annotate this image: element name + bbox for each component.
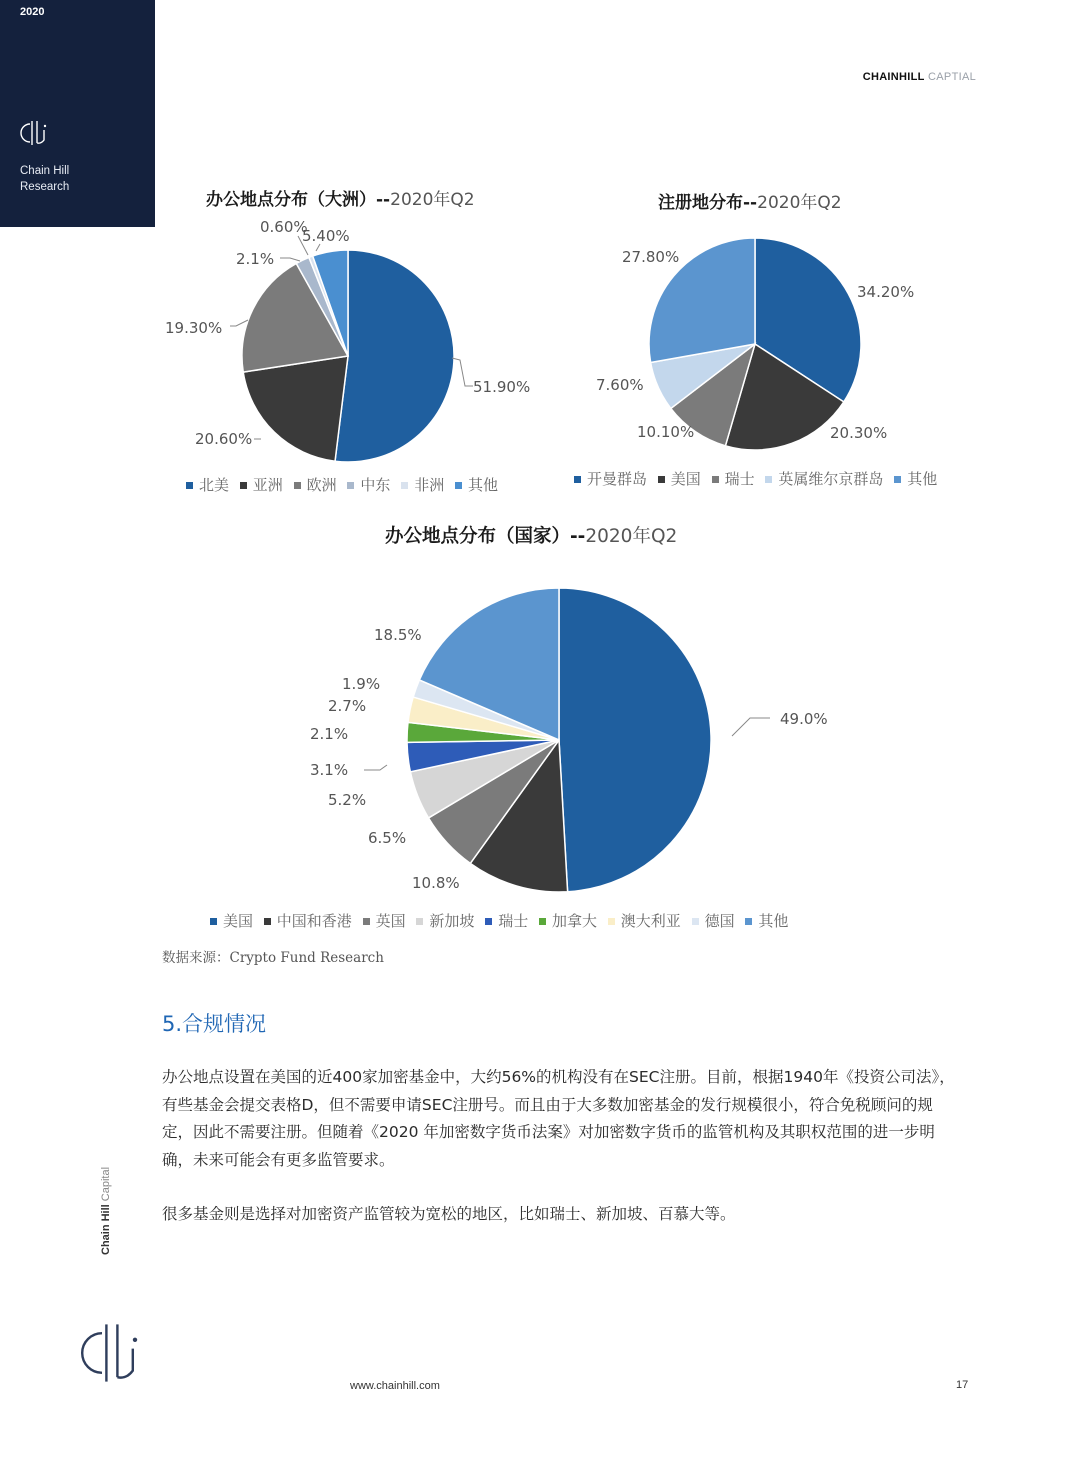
chart3-label-canada: 2.1% bbox=[310, 725, 349, 743]
legend-label: 美国 bbox=[670, 470, 701, 488]
chart1-leader-other bbox=[316, 244, 320, 251]
chart3-legend bbox=[210, 910, 794, 931]
legend-swatch bbox=[894, 476, 901, 483]
chart3-label-switzerland: 3.1% bbox=[310, 761, 349, 779]
legend-swatch bbox=[210, 918, 217, 925]
legend-label: 德国 bbox=[704, 912, 735, 930]
legend-swatch bbox=[712, 476, 719, 483]
legend-label: 中国和香港 bbox=[276, 912, 352, 930]
body-paragraph-1: 办公地点设置在美国的近400家加密基金中，大约56%的机构没有在SEC注册。目前，根据1940年《投资公司法》，有些基金会提交表格D，但不需要申请SEC注册号。而且由于大多数加密基金的发行规模很小，符合免税顾问的规定，因此不需要注册。但随着《2020 年加密数字货币法案》对加密数字货币的监管机构及其职权范围的进一步明确，未来可能会有更多监管要求。 bbox=[162, 1068, 955, 1169]
legend-label: 欧洲 bbox=[306, 476, 337, 494]
legend-swatch bbox=[485, 918, 492, 925]
data-source: 数据来源：Crypto Fund Research bbox=[162, 950, 384, 966]
chart3-label-germany: 1.9% bbox=[342, 675, 381, 693]
footer-logo-icon bbox=[80, 1318, 146, 1392]
legend-swatch bbox=[363, 918, 370, 925]
legend-swatch bbox=[401, 482, 408, 489]
chart3-legend-item bbox=[692, 912, 735, 930]
legend-swatch bbox=[574, 476, 581, 483]
chart3-title-main: 办公地点分布（国家）-- bbox=[385, 526, 586, 547]
chart1-label-middle-east: 2.1% bbox=[236, 250, 275, 268]
chart1-legend-item bbox=[294, 476, 337, 494]
chart1-slice-north-america bbox=[335, 250, 454, 462]
footer-url: www.chainhill.com bbox=[350, 1380, 440, 1392]
corner-brand-line1: Chain Hill bbox=[20, 165, 70, 177]
legend-label: 瑞士 bbox=[498, 912, 529, 930]
chart3-legend-item bbox=[539, 912, 597, 930]
legend-label: 非洲 bbox=[414, 476, 445, 494]
chart1-leader-middle-east bbox=[280, 258, 300, 261]
body-paragraph-2: 很多基金则是选择对加密资产监管较为宽松的地区，比如瑞士、新加坡、百慕大等。 bbox=[162, 1205, 736, 1223]
chart3-leader-usa bbox=[732, 718, 770, 736]
chart2-legend-item bbox=[765, 470, 883, 488]
legend-swatch bbox=[765, 476, 772, 483]
chart2-label-usa: 20.30% bbox=[830, 424, 888, 442]
legend-label: 其他 bbox=[907, 470, 938, 488]
chart1-legend-item bbox=[347, 476, 390, 494]
chart1-slice-asia bbox=[243, 356, 348, 461]
chart3-legend-item bbox=[416, 912, 474, 930]
legend-label: 新加坡 bbox=[429, 912, 475, 930]
chart3-pie bbox=[407, 588, 711, 892]
chart3-svg bbox=[300, 578, 860, 898]
legend-label: 亚洲 bbox=[252, 476, 283, 494]
legend-label: 北美 bbox=[199, 476, 230, 494]
section-heading: 5.合规情况 bbox=[162, 1012, 267, 1036]
chart1-leader-europe bbox=[230, 320, 248, 326]
legend-swatch bbox=[186, 482, 193, 489]
chart1-label-africa: 0.60% bbox=[260, 218, 308, 236]
chart3-legend-item bbox=[485, 912, 528, 930]
legend-swatch bbox=[347, 482, 354, 489]
chart1-title bbox=[206, 185, 475, 210]
legend-label: 瑞士 bbox=[724, 470, 755, 488]
chart1-legend bbox=[186, 474, 504, 495]
legend-swatch bbox=[608, 918, 615, 925]
legend-label: 美国 bbox=[223, 912, 254, 930]
side-brand bbox=[100, 1167, 112, 1255]
chart3-label-uk: 6.5% bbox=[368, 829, 407, 847]
chart1-leader-north-america bbox=[452, 358, 473, 386]
chart1-legend-item bbox=[401, 476, 444, 494]
legend-label: 中东 bbox=[360, 476, 391, 494]
chart1-pie bbox=[242, 250, 454, 462]
header-brand-light: CAPTIAL bbox=[928, 71, 976, 83]
chart3-legend-item bbox=[210, 912, 253, 930]
legend-swatch bbox=[658, 476, 665, 483]
chart2-label-switzerland: 10.10% bbox=[637, 423, 695, 441]
legend-label: 澳大利亚 bbox=[620, 912, 681, 930]
legend-swatch bbox=[264, 918, 271, 925]
chart2-legend-item bbox=[894, 470, 937, 488]
legend-swatch bbox=[692, 918, 699, 925]
chart2-label-other: 27.80% bbox=[622, 248, 680, 266]
chart1-legend-item bbox=[455, 476, 498, 494]
chart2-pie bbox=[649, 238, 861, 450]
chart3-label-singapore: 5.2% bbox=[328, 791, 367, 809]
chart1-svg bbox=[150, 210, 550, 465]
chart1-legend-item bbox=[186, 476, 229, 494]
chart2-title bbox=[658, 188, 842, 213]
chart2-title-main: 注册地分布-- bbox=[658, 193, 758, 213]
chart3-title-suffix: 2020年Q2 bbox=[585, 526, 678, 547]
chart2-title-suffix: 2020年Q2 bbox=[757, 193, 842, 213]
chart3-legend-item bbox=[363, 912, 406, 930]
side-brand-bold: Chain Hill bbox=[100, 1204, 112, 1255]
legend-label: 加拿大 bbox=[551, 912, 597, 930]
chart1-title-main: 办公地点分布（大洲）-- bbox=[206, 190, 391, 210]
side-brand-light: Capital bbox=[100, 1166, 112, 1202]
legend-swatch bbox=[745, 918, 752, 925]
chart3-label-china-hk: 10.8% bbox=[412, 874, 460, 892]
header-brand-bold: CHAINHILL bbox=[862, 71, 925, 83]
legend-label: 其他 bbox=[758, 912, 789, 930]
legend-label: 开曼群岛 bbox=[587, 470, 648, 488]
chart3-label-usa: 49.0% bbox=[780, 710, 828, 728]
chart1-label-north-america: 51.90% bbox=[473, 378, 531, 396]
chart2-legend-item bbox=[712, 470, 755, 488]
header-brand bbox=[863, 71, 976, 83]
legend-swatch bbox=[539, 918, 546, 925]
legend-swatch bbox=[240, 482, 247, 489]
chart3-label-other: 18.5% bbox=[374, 626, 422, 644]
chart1-legend-item bbox=[240, 476, 283, 494]
chart1-title-suffix: 2020年Q2 bbox=[390, 190, 475, 210]
chart2-label-cayman: 34.20% bbox=[857, 283, 915, 301]
chart2-legend-item bbox=[574, 470, 647, 488]
chart1-label-europe: 19.30% bbox=[165, 319, 223, 337]
logo-icon bbox=[20, 118, 50, 152]
year-label: 2020 bbox=[20, 6, 45, 18]
chart1-label-other: 5.40% bbox=[302, 227, 350, 245]
legend-label: 英国 bbox=[375, 912, 406, 930]
chart2-label-bvi: 7.60% bbox=[596, 376, 644, 394]
page-number: 17 bbox=[956, 1379, 969, 1391]
legend-swatch bbox=[416, 918, 423, 925]
chart3-legend-item bbox=[745, 912, 788, 930]
legend-swatch bbox=[294, 482, 301, 489]
chart2-svg bbox=[590, 225, 930, 465]
chart3-legend-item bbox=[608, 912, 681, 930]
chart3-title bbox=[385, 522, 677, 548]
chart1-label-asia: 20.60% bbox=[195, 430, 253, 448]
legend-swatch bbox=[455, 482, 462, 489]
chart2-legend-item bbox=[658, 470, 701, 488]
legend-label: 其他 bbox=[467, 476, 498, 494]
chart2-legend bbox=[574, 468, 943, 489]
chart3-label-australia: 2.7% bbox=[328, 697, 367, 715]
corner-brand bbox=[20, 163, 69, 195]
legend-label: 英属维尔京群岛 bbox=[778, 470, 884, 488]
corner-brand-line2: Research bbox=[20, 181, 70, 193]
chart3-leader-switzerland bbox=[364, 765, 387, 770]
chart3-slice-usa bbox=[559, 588, 711, 892]
chart3-legend-item bbox=[264, 912, 352, 930]
